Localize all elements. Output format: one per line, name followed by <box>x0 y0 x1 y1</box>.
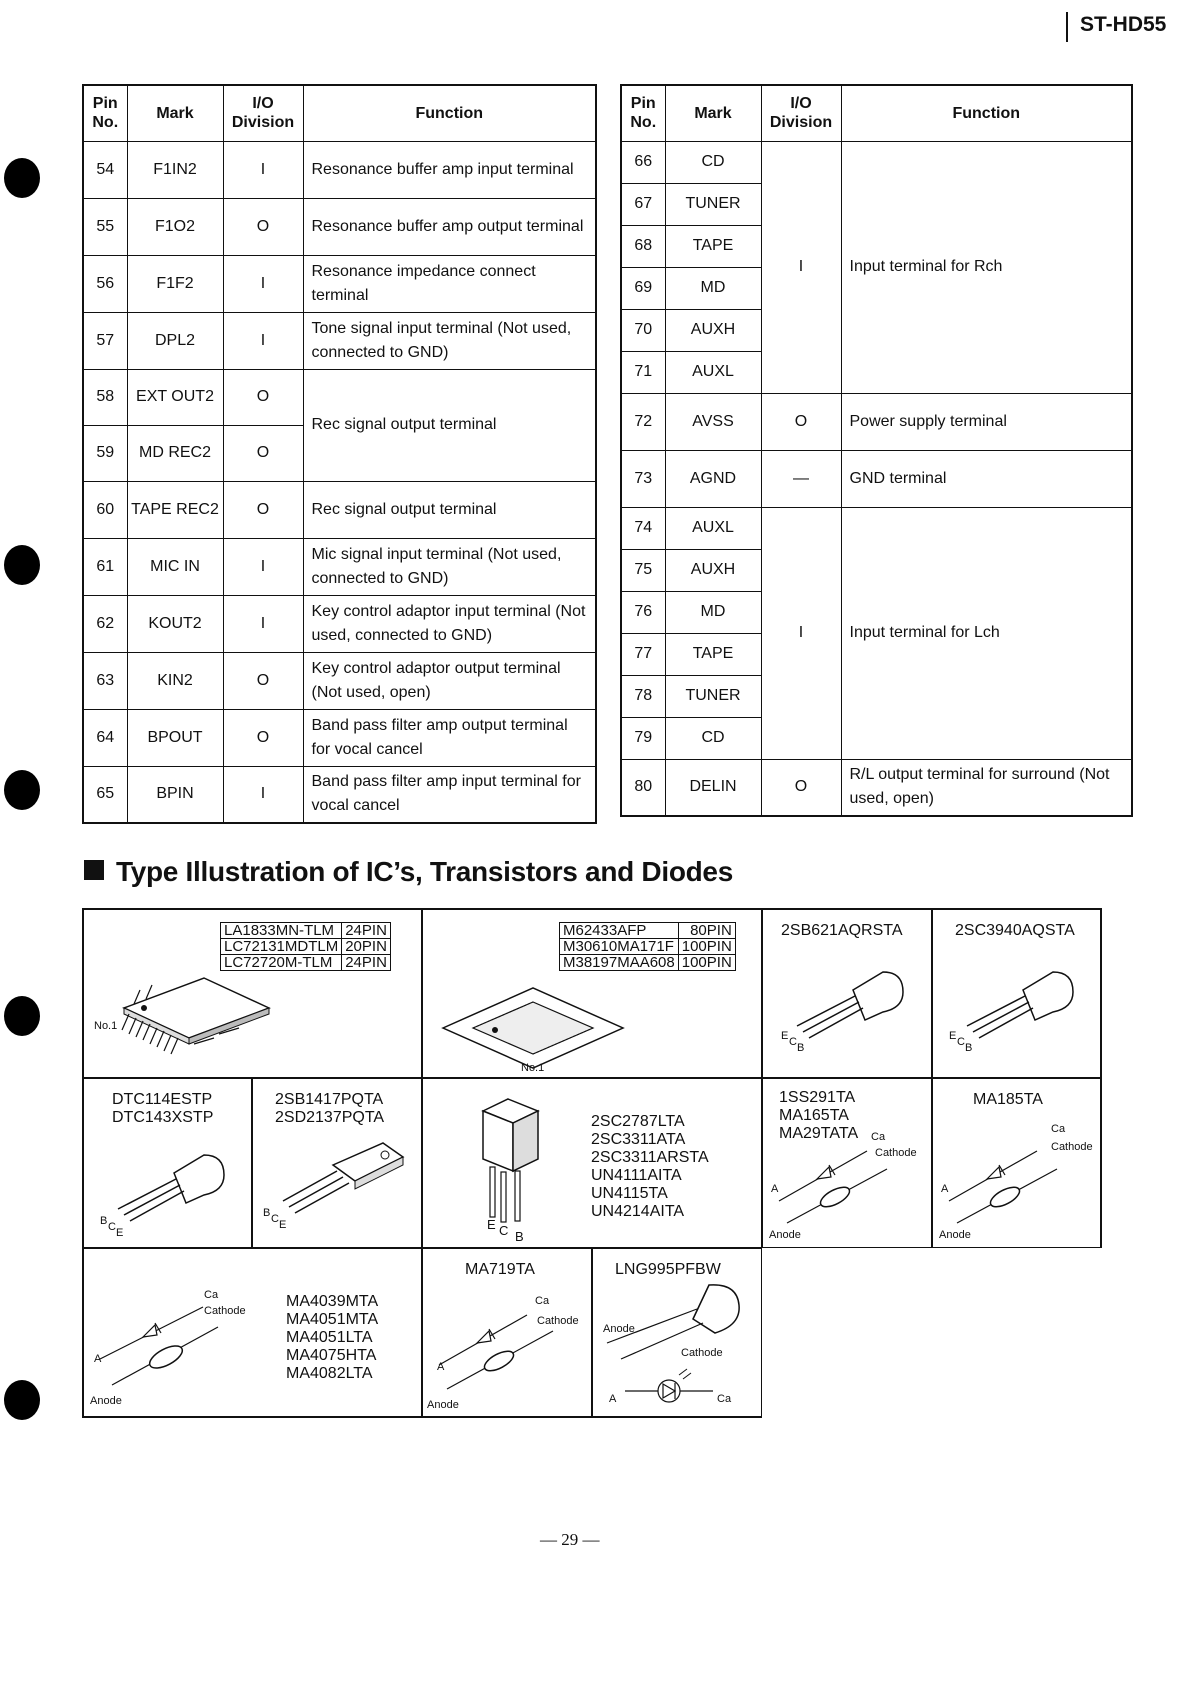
part-list <box>275 1091 384 1127</box>
cell-led <box>592 1248 762 1418</box>
ic-pins: 24PIN <box>342 955 391 971</box>
sop-ic-drawing <box>94 978 294 1058</box>
pin-mark: TAPE REC2 <box>127 481 223 538</box>
table-header-row <box>83 85 596 141</box>
pin-function: R/L output terminal for surround (Not used, open) <box>841 759 1132 816</box>
pin-io: O <box>223 198 303 255</box>
ic-row <box>221 923 391 939</box>
part-label: 2SC3311ARSTA <box>591 1149 709 1166</box>
pin-io: I <box>761 507 841 759</box>
lead-label: E <box>116 1227 124 1239</box>
part-label: 2SC2787LTA <box>591 1113 685 1130</box>
pin-mark: MD <box>665 591 761 633</box>
lead-label: B <box>263 1207 271 1219</box>
pin-no: 64 <box>83 709 127 766</box>
pin-no: 62 <box>83 595 127 652</box>
pin-no: 66 <box>621 141 665 183</box>
part-label: DTC114ESTP <box>112 1091 213 1108</box>
punch-hole <box>4 996 40 1036</box>
part-label: 1SS291TA <box>779 1089 856 1106</box>
table-row <box>621 507 1132 549</box>
pin-function: Band pass filter amp output terminal for vocal cancel <box>303 709 596 766</box>
cell-transistor-1 <box>762 908 932 1078</box>
lead-label: Anode <box>939 1229 971 1241</box>
part-label: UN4214AITA <box>591 1203 685 1220</box>
ic-row <box>560 955 736 971</box>
cell-diode-group-1 <box>762 1078 932 1248</box>
pin-io: O <box>223 369 303 425</box>
table-row <box>83 312 596 369</box>
header-mark: Mark <box>127 85 223 141</box>
table-row <box>83 595 596 652</box>
pin-mark: MIC IN <box>127 538 223 595</box>
pin-no: 73 <box>621 450 665 507</box>
ic-part: M62433AFP <box>560 923 679 939</box>
diode-icon <box>427 1305 587 1405</box>
ic-row <box>560 923 736 939</box>
section-title <box>84 856 733 888</box>
model-name: ST-HD55 <box>1080 13 1167 36</box>
ic-part: LC72131MDTLM <box>221 939 342 955</box>
pin-function: Input terminal for Rch <box>841 141 1132 393</box>
pin-function: Rec signal output terminal <box>303 369 596 481</box>
pin-mark: DPL2 <box>127 312 223 369</box>
ic-pins: 80PIN <box>678 923 735 939</box>
pin-function: GND terminal <box>841 450 1132 507</box>
pin-table-left <box>82 84 597 824</box>
part-label: UN4111AITA <box>591 1167 682 1184</box>
pin-no: 78 <box>621 675 665 717</box>
pin-mark: EXT OUT2 <box>127 369 223 425</box>
pin-io: I <box>223 538 303 595</box>
pin-io: I <box>223 766 303 823</box>
ic-pins: 100PIN <box>678 939 735 955</box>
cell-diode-group-2 <box>932 1078 1102 1248</box>
lead-label: E <box>487 1217 496 1232</box>
table-row <box>621 450 1132 507</box>
pin-mark: KIN2 <box>127 652 223 709</box>
pin-mark: CD <box>665 141 761 183</box>
pin-no: 69 <box>621 267 665 309</box>
header-function: Function <box>841 85 1132 141</box>
lead-label: Ca <box>204 1289 219 1301</box>
pin-function: Resonance buffer amp input terminal <box>303 141 596 198</box>
pin-1-marker: No.1 <box>521 1062 545 1074</box>
lead-label: C <box>108 1221 116 1233</box>
pin-no: 61 <box>83 538 127 595</box>
pin-no: 79 <box>621 717 665 759</box>
table-row <box>621 141 1132 183</box>
pin-no: 72 <box>621 393 665 450</box>
part-label: MA4051LTA <box>286 1329 373 1346</box>
lead-label: Cathode <box>1051 1141 1093 1153</box>
lead-label: B <box>965 1042 973 1054</box>
table-row <box>621 393 1132 450</box>
cell-zener-group <box>82 1248 422 1418</box>
part-label: MA4051MTA <box>286 1311 379 1328</box>
pin-no: 59 <box>83 425 127 481</box>
pin-mark: F1IN2 <box>127 141 223 198</box>
pin-io: I <box>223 141 303 198</box>
pin-mark: TUNER <box>665 183 761 225</box>
table-header-row <box>621 85 1132 141</box>
part-list <box>779 1089 858 1143</box>
pin-mark: TAPE <box>665 225 761 267</box>
pin-mark: F1F2 <box>127 255 223 312</box>
pin-mark: TAPE <box>665 633 761 675</box>
punch-hole <box>4 1380 40 1420</box>
ic-row <box>221 939 391 955</box>
pin-no: 77 <box>621 633 665 675</box>
lead-label: Anode <box>427 1399 459 1411</box>
pin-io: O <box>223 481 303 538</box>
pin-mark: CD <box>665 717 761 759</box>
pin-no: 60 <box>83 481 127 538</box>
pin-mark: MD <box>665 267 761 309</box>
pin-mark: AGND <box>665 450 761 507</box>
section-title-text: Type Illustration of IC’s, Transistors and Diodes <box>116 856 733 887</box>
ic-pins: 24PIN <box>342 923 391 939</box>
lead-label: Ca <box>535 1295 550 1307</box>
lead-label: C <box>789 1036 797 1048</box>
part-label: 2SC3311ATA <box>591 1131 686 1148</box>
part-label: MA185TA <box>973 1091 1043 1108</box>
part-label: MA4075HTA <box>286 1347 377 1364</box>
punch-hole <box>4 545 40 585</box>
lead-label: Ca <box>1051 1123 1066 1135</box>
ic-part: LC72720M-TLM <box>221 955 342 971</box>
pin-function: Rec signal output terminal <box>303 481 596 538</box>
pin-mark: F1O2 <box>127 198 223 255</box>
pin-function: Key control adaptor output terminal (Not used, open) <box>303 652 596 709</box>
pin-no: 65 <box>83 766 127 823</box>
table-row <box>83 766 596 823</box>
pin-no: 76 <box>621 591 665 633</box>
part-label: UN4115TA <box>591 1185 668 1202</box>
pin-no: 57 <box>83 312 127 369</box>
header-io: I/O Division <box>761 85 841 141</box>
pin-no: 75 <box>621 549 665 591</box>
lead-label: E <box>781 1030 789 1042</box>
punch-hole <box>4 770 40 810</box>
part-label: DTC143XSTP <box>112 1109 214 1126</box>
lead-label: A <box>94 1353 102 1365</box>
pin-io: O <box>761 393 841 450</box>
lead-label: B <box>100 1215 108 1227</box>
pin-mark: TUNER <box>665 675 761 717</box>
part-label: 2SB1417PQTA <box>275 1091 384 1108</box>
pin-function: Key control adaptor input terminal (Not used, connected to GND) <box>303 595 596 652</box>
pin-io: O <box>223 425 303 481</box>
part-label: MA29TATA <box>779 1125 859 1142</box>
part-label: MA4082LTA <box>286 1365 373 1382</box>
cell-digital-transistors <box>82 1078 252 1248</box>
pin-table-right <box>620 84 1133 817</box>
part-label: MA165TA <box>779 1107 849 1124</box>
lead-label: Cathode <box>681 1347 723 1359</box>
diode-icon <box>88 1299 248 1399</box>
lead-label: B <box>515 1229 524 1244</box>
pin-io: I <box>223 595 303 652</box>
pin-io: I <box>761 141 841 393</box>
pin-no: 71 <box>621 351 665 393</box>
lead-label: Anode <box>769 1229 801 1241</box>
ic-row <box>560 939 736 955</box>
pin-mark: KOUT2 <box>127 595 223 652</box>
ic-pins: 100PIN <box>678 955 735 971</box>
to92-transistor-icon <box>94 1143 244 1233</box>
cell-ic-group-1 <box>82 908 422 1078</box>
cell-to220-group <box>422 1078 762 1248</box>
table-row <box>83 481 596 538</box>
lead-label: Ca <box>717 1393 732 1405</box>
lead-label: C <box>499 1223 509 1238</box>
lead-label: Anode <box>603 1323 635 1335</box>
lead-label: Cathode <box>204 1305 246 1317</box>
lead-label: A <box>941 1183 949 1195</box>
pin-function: Band pass filter amp input terminal for vocal cancel <box>303 766 596 823</box>
pin-function: Input terminal for Lch <box>841 507 1132 759</box>
pin-no: 70 <box>621 309 665 351</box>
part-list <box>286 1293 378 1383</box>
lead-label: E <box>279 1219 287 1231</box>
pin-no: 63 <box>83 652 127 709</box>
to220-transistor-icon <box>463 1089 583 1239</box>
pin-no: 54 <box>83 141 127 198</box>
table-row <box>621 759 1132 816</box>
lead-label: B <box>797 1042 805 1054</box>
pin-io: O <box>761 759 841 816</box>
part-label: 2SD2137PQTA <box>275 1109 385 1126</box>
lead-label: Ca <box>871 1131 886 1143</box>
part-list <box>112 1091 213 1127</box>
pin-no: 67 <box>621 183 665 225</box>
table-row <box>83 369 596 425</box>
header-mark: Mark <box>665 85 761 141</box>
pin-1-marker: No.1 <box>94 1020 118 1032</box>
pin-io: O <box>223 709 303 766</box>
pin-io: O <box>223 652 303 709</box>
part-label: LNG995PFBW <box>615 1261 721 1278</box>
pin-mark: AUXH <box>665 309 761 351</box>
type-illustration-frame <box>82 908 1100 1416</box>
header-io: I/O Division <box>223 85 303 141</box>
header-function: Function <box>303 85 596 141</box>
table-row <box>83 255 596 312</box>
table-row <box>83 198 596 255</box>
pin-no: 68 <box>621 225 665 267</box>
to92-transistor-icon <box>943 960 1093 1050</box>
pin-mark: MD REC2 <box>127 425 223 481</box>
lead-label: Cathode <box>537 1315 579 1327</box>
pin-mark: AUXH <box>665 549 761 591</box>
table-row <box>83 538 596 595</box>
ic-part: LA1833MN-TLM <box>221 923 342 939</box>
table-row <box>83 141 596 198</box>
pin-function: Power supply terminal <box>841 393 1132 450</box>
page-number: — 29 — <box>540 1530 600 1549</box>
ic-pins: 20PIN <box>342 939 391 955</box>
pin-mark: AUXL <box>665 507 761 549</box>
header-pin-no: Pin No. <box>621 85 665 141</box>
model-tag <box>1066 12 1180 42</box>
diode-icon <box>937 1141 1097 1231</box>
pin-no: 58 <box>83 369 127 425</box>
cell-ic-group-2 <box>422 908 762 1078</box>
part-list <box>591 1113 709 1221</box>
ic-part: M30610MA171F <box>560 939 679 955</box>
bullet-square-icon <box>84 860 104 880</box>
cell-diode-group-3 <box>422 1248 592 1418</box>
lead-label: A <box>437 1361 445 1373</box>
pin-no: 55 <box>83 198 127 255</box>
lead-label: Anode <box>90 1395 122 1407</box>
part-label: 2SB621AQRSTA <box>781 922 903 939</box>
pin-mark: BPOUT <box>127 709 223 766</box>
pin-mark: BPIN <box>127 766 223 823</box>
part-label: 2SC3940AQSTA <box>955 922 1075 939</box>
lead-label: C <box>957 1036 965 1048</box>
pin-function: Tone signal input terminal (Not used, connected to GND) <box>303 312 596 369</box>
lead-label: C <box>271 1213 279 1225</box>
lead-label: Cathode <box>875 1147 917 1159</box>
pin-mark: DELIN <box>665 759 761 816</box>
ic-list-2 <box>559 922 736 971</box>
pin-io: — <box>761 450 841 507</box>
lead-label: A <box>771 1183 779 1195</box>
lead-label: E <box>949 1030 957 1042</box>
pin-no: 56 <box>83 255 127 312</box>
table-row <box>83 652 596 709</box>
diode-icon <box>767 1141 927 1231</box>
pin-no: 74 <box>621 507 665 549</box>
part-label: MA719TA <box>465 1261 535 1278</box>
pin-function: Resonance impedance connect terminal <box>303 255 596 312</box>
lead-label: A <box>609 1393 617 1405</box>
pin-mark: AUXL <box>665 351 761 393</box>
ic-part: M38197MAA608 <box>560 955 679 971</box>
pin-io: I <box>223 255 303 312</box>
punch-hole <box>4 158 40 198</box>
cell-transistor-2 <box>932 908 1102 1078</box>
pin-io: I <box>223 312 303 369</box>
cell-power-transistors <box>252 1078 422 1248</box>
pin-no: 80 <box>621 759 665 816</box>
ic-list-1 <box>220 922 391 971</box>
ic-row <box>221 955 391 971</box>
header-pin-no: Pin No. <box>83 85 127 141</box>
pin-function: Resonance buffer amp output terminal <box>303 198 596 255</box>
pin-function: Mic signal input terminal (Not used, connected to GND) <box>303 538 596 595</box>
pin-mark: AVSS <box>665 393 761 450</box>
part-label: MA4039MTA <box>286 1293 379 1310</box>
table-row <box>83 709 596 766</box>
